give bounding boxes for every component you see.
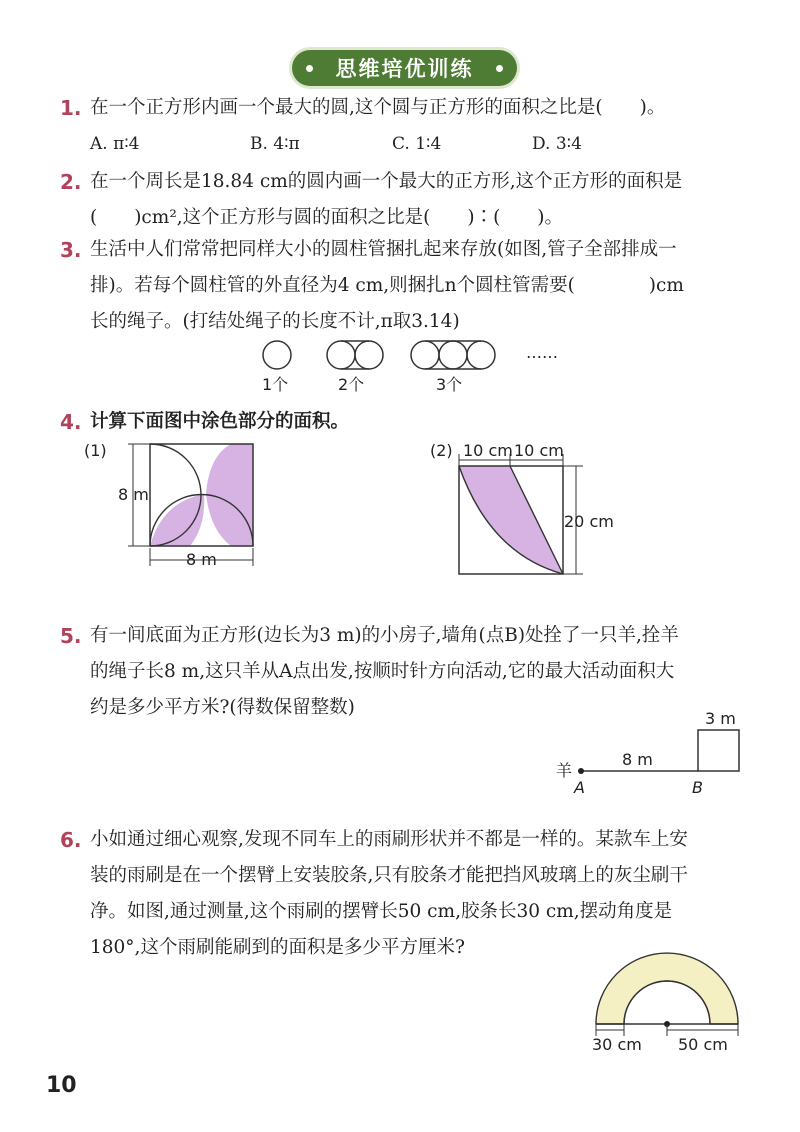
wiper-figure — [588, 948, 748, 1058]
pipe-circle — [411, 341, 439, 369]
goat-label: 羊 — [556, 761, 573, 780]
wiped-area — [596, 953, 738, 1024]
question-line: 约是多少平方米?(得数保留整数) — [90, 697, 355, 718]
side-label: 8 m — [118, 485, 149, 504]
question-number: 2. — [60, 170, 82, 194]
question-1 — [60, 90, 750, 126]
pipe-circle — [263, 341, 291, 369]
house-square — [698, 730, 739, 771]
pipe-circle — [467, 341, 495, 369]
page-number: 10 — [46, 1073, 77, 1098]
left-label: 30 cm — [592, 1035, 642, 1054]
question-line: 有一间底面为正方形(边长为3 m)的小房子,墙角(点B)处拴了一只羊,拴羊 — [90, 625, 679, 646]
question-line: 生活中人们常常把同样大小的圆柱管捆扎起来存放(如图,管子全部排成一 — [90, 239, 677, 260]
top-right-label: 10 cm — [514, 441, 564, 460]
question-line: 的绳子长8 m,这只羊从A点出发,按顺时针方向活动,它的最大活动面积大 — [90, 661, 675, 682]
question-3 — [60, 232, 750, 340]
banner-title: 思维培优训练 — [335, 57, 474, 81]
pipe-label-1: 1个 — [262, 375, 289, 394]
question-line: 净。如图,通过测量,这个雨刷的摆臂长50 cm,胶条长30 cm,摆动角度是 — [90, 901, 673, 922]
question-number: 3. — [60, 238, 82, 262]
pipes-figure — [250, 336, 590, 396]
question-number: 1. — [60, 96, 82, 120]
point-a-label: A — [574, 778, 585, 797]
pipe-circle — [439, 341, 467, 369]
point-a-dot — [578, 768, 584, 774]
question-number: 4. — [60, 410, 82, 434]
q4-figure-2 — [428, 436, 628, 581]
q4-figure-1 — [80, 436, 280, 576]
figure-label: (1) — [84, 441, 107, 460]
bottom-label: 8 m — [186, 550, 217, 569]
choice-d: D. 3∶4 — [532, 134, 582, 154]
question-line: 在一个周长是18.84 cm的圆内画一个最大的正方形,这个正方形的面积是 — [90, 171, 683, 192]
pipe-label-3: 3个 — [436, 375, 463, 394]
banner-dot-right — [496, 65, 503, 72]
rope-label: 8 m — [622, 750, 653, 769]
side-label: 20 cm — [564, 512, 614, 531]
question-number: 6. — [60, 828, 82, 852]
goat-figure — [550, 706, 750, 800]
question-line: ( )cm²,这个正方形与圆的面积之比是( )∶( )。 — [90, 207, 564, 228]
question-6 — [60, 822, 750, 966]
figure-label: (2) — [430, 441, 453, 460]
choice-a: A. π∶4 — [90, 134, 140, 154]
pipe-circle — [327, 341, 355, 369]
choice-b: B. 4∶π — [250, 134, 300, 154]
question-line: 小如通过细心观察,发现不同车上的雨刷形状并不都是一样的。某款车上安 — [90, 829, 688, 850]
question-line: 排)。若每个圆柱管的外直径为4 cm,则捆扎n个圆柱管需要( )cm — [90, 275, 684, 296]
point-b-label: B — [692, 778, 703, 797]
house-label: 3 m — [705, 709, 736, 728]
banner-dot-left — [306, 65, 313, 72]
pipe-label-2: 2个 — [338, 375, 365, 394]
question-line: 装的雨刷是在一个摆臂上安装胶条,只有胶条才能把挡风玻璃上的灰尘刷干 — [90, 865, 688, 886]
question-2 — [60, 164, 750, 236]
question-line: 180°,这个雨刷能刷到的面积是多少平方厘米? — [90, 937, 465, 958]
ellipsis: …… — [526, 343, 558, 362]
question-text: 在一个正方形内画一个最大的圆,这个圆与正方形的面积之比是( )。 — [90, 97, 666, 118]
question-4 — [60, 404, 750, 440]
pipe-circle — [355, 341, 383, 369]
question-number: 5. — [60, 624, 82, 648]
right-label: 50 cm — [678, 1035, 728, 1054]
section-banner — [292, 50, 517, 86]
shaded-region — [459, 466, 563, 574]
top-left-label: 10 cm — [463, 441, 513, 460]
choice-c: C. 1∶4 — [392, 134, 442, 154]
question-line: 长的绳子。(打结处绳子的长度不计,π取3.14) — [90, 311, 460, 332]
question-text: 计算下面图中涂色部分的面积。 — [90, 411, 350, 432]
